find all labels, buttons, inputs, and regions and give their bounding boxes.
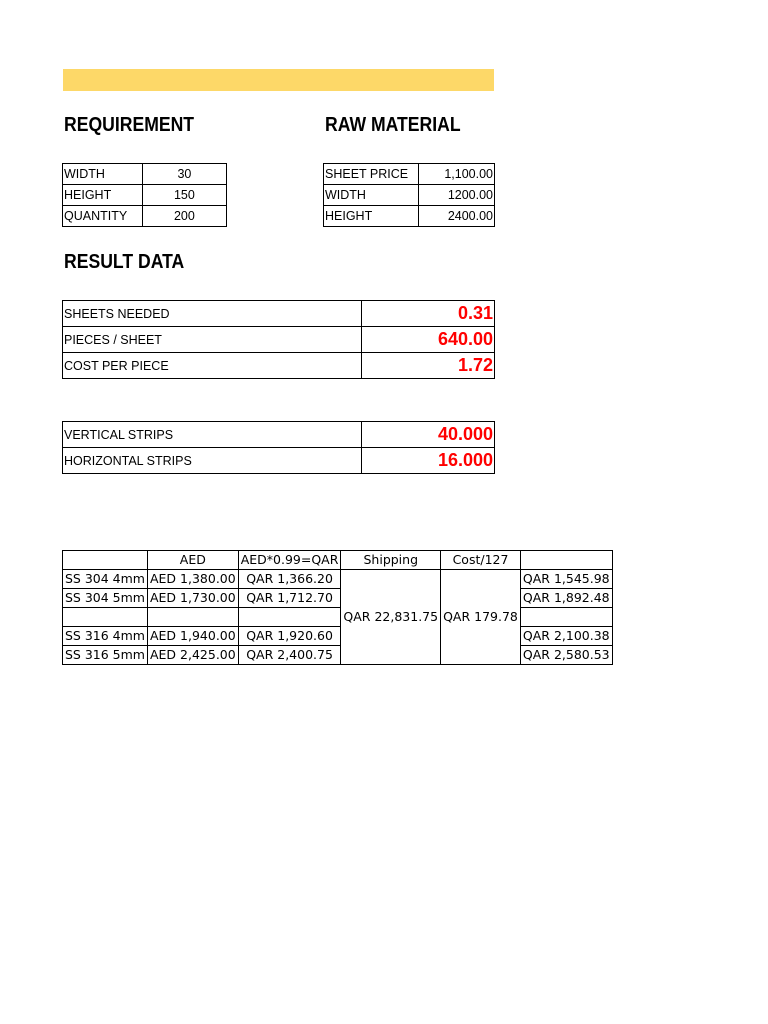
horizontal-strips-value[interactable]: 16.000 [362,448,495,474]
qar-price-cell[interactable]: QAR 2,400.75 [238,646,341,665]
table-row [63,327,495,353]
aed-price-cell[interactable] [147,608,238,627]
qar-price-cell[interactable]: QAR 1,920.60 [238,627,341,646]
pricing-header-shipping[interactable]: Shipping [341,551,441,570]
cost-per-piece-value[interactable]: 1.72 [362,353,495,379]
result-data-table [62,300,495,379]
requirement-heading: REQUIREMENT [64,114,195,136]
requirement-quantity-label[interactable]: QUANTITY [63,206,143,227]
qar-price-cell[interactable] [238,608,341,627]
sheet-width-label[interactable]: WIDTH [324,185,419,206]
material-name-cell[interactable]: SS 304 4mm [63,570,148,589]
aed-price-cell[interactable]: AED 1,380.00 [147,570,238,589]
total-price-cell[interactable] [520,608,612,627]
sheets-needed-value[interactable]: 0.31 [362,301,495,327]
requirement-quantity-value[interactable]: 200 [142,206,226,227]
raw-material-table [323,163,495,227]
aed-price-cell[interactable]: AED 1,730.00 [147,589,238,608]
table-row [63,448,495,474]
table-row [324,185,495,206]
vertical-strips-label[interactable]: VERTICAL STRIPS [63,422,362,448]
raw-material-heading: RAW MATERIAL [325,114,461,136]
table-row [63,589,613,608]
aed-price-cell[interactable]: AED 1,940.00 [147,627,238,646]
material-name-cell[interactable]: SS 316 5mm [63,646,148,665]
sheet-height-label[interactable]: HEIGHT [324,206,419,227]
result-data-heading: RESULT DATA [64,251,185,273]
vertical-strips-value[interactable]: 40.000 [362,422,495,448]
pieces-per-sheet-label[interactable]: PIECES / SHEET [63,327,362,353]
table-row [63,185,227,206]
strips-table [62,421,495,474]
table-row [63,353,495,379]
table-row [63,570,613,589]
material-name-cell[interactable]: SS 316 4mm [63,627,148,646]
header-banner [63,69,494,91]
sheet-width-value[interactable]: 1200.00 [418,185,494,206]
pricing-header-total[interactable] [520,551,612,570]
aed-price-cell[interactable]: AED 2,425.00 [147,646,238,665]
pieces-per-sheet-value[interactable]: 640.00 [362,327,495,353]
material-name-cell[interactable] [63,608,148,627]
sheet-price-label[interactable]: SHEET PRICE [324,164,419,185]
cost-per-piece-label[interactable]: COST PER PIECE [63,353,362,379]
horizontal-strips-label[interactable]: HORIZONTAL STRIPS [63,448,362,474]
requirement-height-label[interactable]: HEIGHT [63,185,143,206]
table-row [63,646,613,665]
qar-price-cell[interactable]: QAR 1,366.20 [238,570,341,589]
sheet-price-value[interactable]: 1,100.00 [418,164,494,185]
sheet-height-value[interactable]: 2400.00 [418,206,494,227]
cost-per-127-cell[interactable]: QAR 179.78 [441,570,521,665]
table-row [63,301,495,327]
table-row [324,164,495,185]
pricing-header-qar[interactable]: AED*0.99=QAR [238,551,341,570]
table-row [63,206,227,227]
pricing-header-row [63,551,613,570]
requirement-width-value[interactable]: 30 [142,164,226,185]
table-row [63,164,227,185]
total-price-cell[interactable]: QAR 2,100.38 [520,627,612,646]
requirement-width-label[interactable]: WIDTH [63,164,143,185]
total-price-cell[interactable]: QAR 1,545.98 [520,570,612,589]
table-row [324,206,495,227]
requirement-height-value[interactable]: 150 [142,185,226,206]
requirement-table [62,163,227,227]
pricing-header-aed[interactable]: AED [147,551,238,570]
total-price-cell[interactable]: QAR 1,892.48 [520,589,612,608]
sheets-needed-label[interactable]: SHEETS NEEDED [63,301,362,327]
pricing-header-cost[interactable]: Cost/127 [441,551,521,570]
qar-price-cell[interactable]: QAR 1,712.70 [238,589,341,608]
material-name-cell[interactable]: SS 304 5mm [63,589,148,608]
table-row [63,627,613,646]
total-price-cell[interactable]: QAR 2,580.53 [520,646,612,665]
table-row [63,422,495,448]
shipping-cell[interactable]: QAR 22,831.75 [341,570,441,665]
table-row [63,608,613,627]
pricing-header-blank[interactable] [63,551,148,570]
pricing-table [62,550,613,665]
